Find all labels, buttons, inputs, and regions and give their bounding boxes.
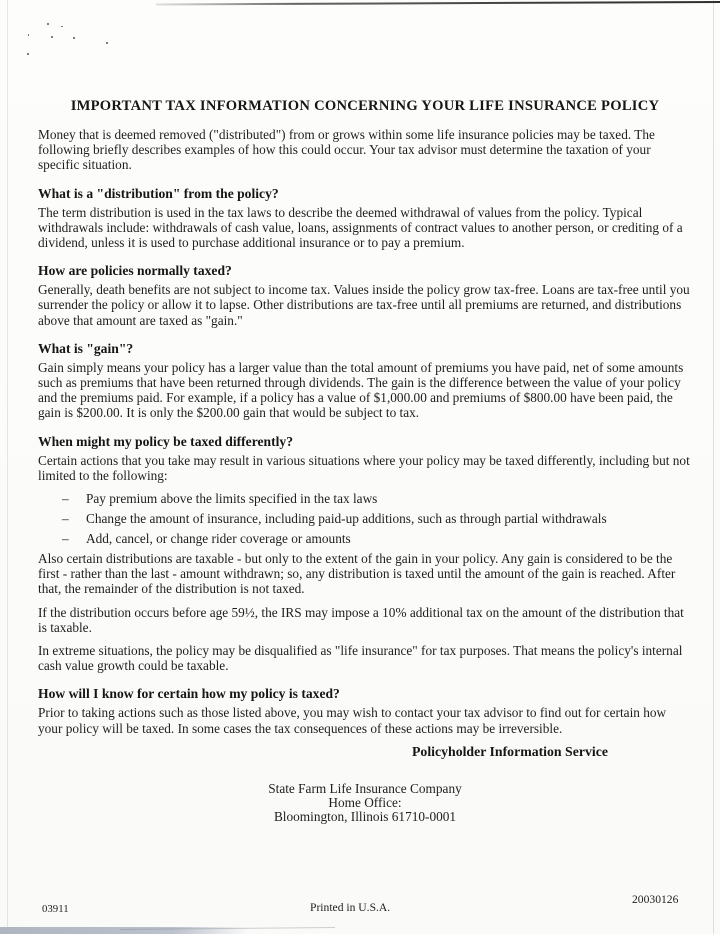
bullet-item [38,491,692,506]
section-paragraph: Prior to taking actions such as those listed above, you may wish to contact your tax advisor to find out for certain how your policy will be taxed. In some cases the tax consequences of these actions may be irreversible. [38,705,667,736]
scan-edge-left [7,0,8,934]
bullet-dash: – [62,511,69,527]
company-name: State Farm Life Insurance Company [268,780,462,796]
form-number: 03911 [42,903,69,915]
document-content [38,98,692,825]
scan-speck [47,23,49,25]
bullet-text: Pay premium above the limits specified in the tax laws [86,491,378,507]
company-address: Bloomington, Illinois 61710-0001 [273,809,457,825]
section-paragraph: Also certain distributions are taxable - but only to the extent of the gain in your policy. Any gain is considered to be the first - rather than the last - amount withdrawn; so, any distribution is taxed until the amount of the gain is reached. After that, the remainder of the distribution is not taxed. [38,551,676,597]
signature-line: Policyholder Information Service [412,743,608,759]
bullet-item [38,511,692,526]
printed-in-usa-label: Printed in U.S.A. [310,901,391,914]
bullet-list [38,491,692,546]
section-heading: How will I know for certain how my policy is taxed? [38,686,340,702]
bullet-dash: – [62,531,69,547]
section-paragraph: Gain simply means your policy has a larger value than the total amount of premiums you have paid, net of some amounts such as premiums that have been returned through dividends. The gain is the difference between the value of your policy and the premiums paid. For example, if a policy has a value of $1,000.00 and premiums of $800.00 have been paid, the gain is $200.00. It is only the $200.00 gain that would be subject to tax. [38,359,684,421]
scan-edge-top [156,1,720,5]
scan-speck [106,42,108,44]
bullet-text: Change the amount of insurance, including paid-up additions, such as through partial withdrawals [86,511,607,527]
scan-speck [51,36,53,38]
scan-speck [27,53,29,55]
document-section [38,434,692,674]
sections-container [38,186,692,736]
company-block [38,782,692,825]
print-code: 20030126 [632,893,679,906]
scan-edge-right [713,0,714,934]
section-paragraph: Generally, death benefits are not subject to income tax. Values inside the policy grow tax-free. Loans are tax-free until you surrender the policy or allow it to lapse. Other distributions are tax-free until all premiums are returned, and distributions above that amount are taxed as "gain." [38,282,690,328]
document-section [38,686,692,735]
section-heading: What is "gain"? [38,340,134,356]
section-paragraph: If the distribution occurs before age 59½, the IRS may impose a 10% additional tax on the amount of the distribution that is taxable. [38,604,684,635]
document-section [38,186,692,251]
intro-paragraph: Money that is deemed removed ("distributed") from or grows within some life insurance policies may be taxed. The following briefly describes examples of how this could occur. Your tax advisor must determine the taxation of your specific situation. [38,127,655,173]
bullet-text: Add, cancel, or change rider coverage or amounts [86,531,351,547]
bullet-item [38,531,692,546]
section-paragraph: Certain actions that you take may result in various situations where your policy may be taxed differently, including but not limited to the following: [38,452,690,483]
document-title: IMPORTANT TAX INFORMATION CONCERNING YOUR LIFE INSURANCE POLICY [70,98,660,114]
section-paragraph: In extreme situations, the policy may be disqualified as "life insurance" for tax purposes. That means the policy's internal cash value growth could be taxable. [38,643,683,674]
document-section [38,263,692,328]
scan-speck [73,37,75,39]
scan-speck [61,26,63,27]
section-heading: What is a "distribution" from the policy? [38,185,279,201]
section-paragraph: The term distribution is used in the tax laws to describe the deemed withdrawal of values from the policy. Typical withdrawals include: withdrawals of cash value, loans, assignments of contract values to another person, or crediting of a dividend, unless it is used to purchase additional insurance or to pay a premium. [38,204,683,251]
company-office-label: Home Office: [328,795,402,811]
document-section [38,341,692,421]
section-heading: How are policies normally taxed? [38,263,232,279]
bullet-dash: – [62,491,69,507]
scan-speck [28,34,29,36]
section-heading: When might my policy be taxed differently? [38,433,293,449]
